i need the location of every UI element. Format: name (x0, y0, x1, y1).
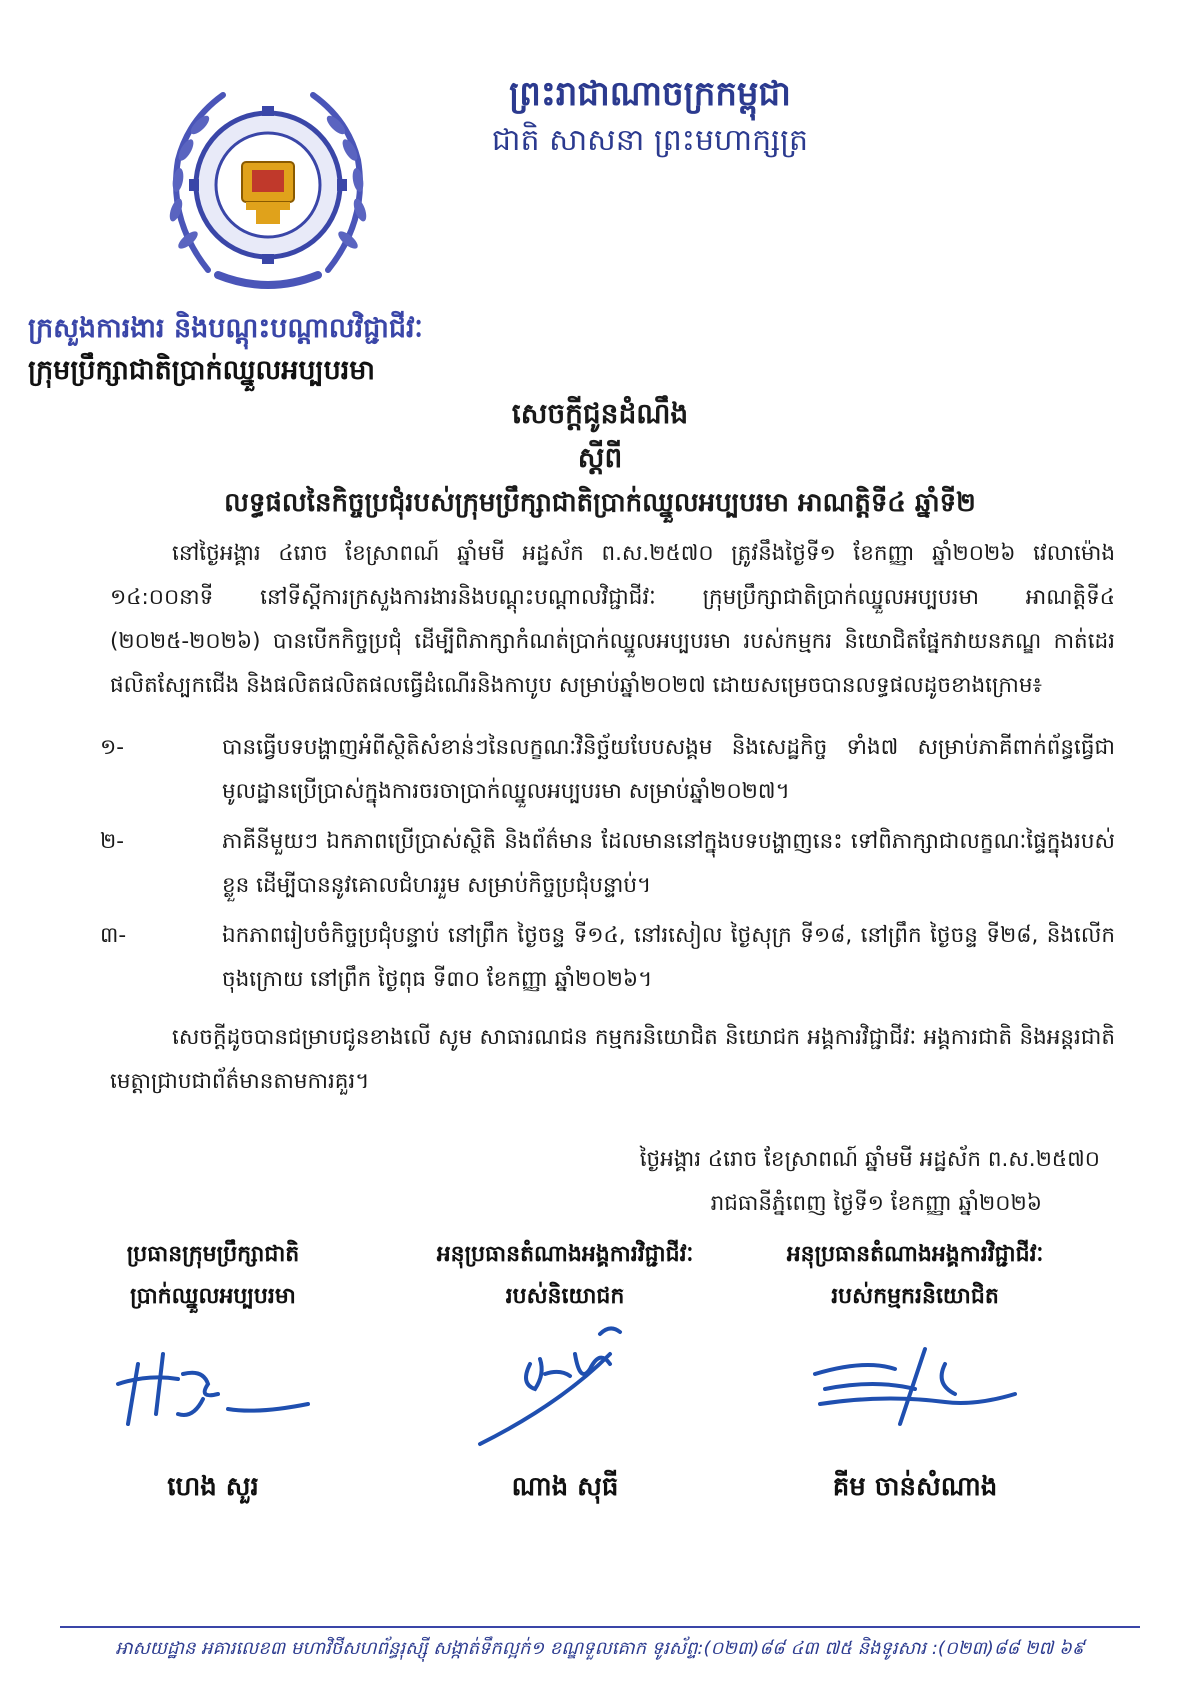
result-list (100, 726, 1115, 1002)
item-number: ១- (100, 735, 125, 760)
notice-subject: លទ្ធផលនៃកិច្ចប្រជុំរបស់ក្រុមប្រឹក្សាជាតិប្រាក់ឈ្នួលអប្បបរមា អាណត្តិទី៤ ឆ្នាំទី២ (224, 488, 976, 518)
signatory-role-line2: របស់កម្មករនិយោជិត (831, 1284, 999, 1309)
signatory-role: អនុប្រធានតំណាងអង្គការវិជ្ជាជីវៈ (436, 1242, 694, 1267)
signatory-role-line2: ប្រាក់ឈ្នួលអប្បបរមា (130, 1284, 296, 1309)
item-number: ២- (100, 829, 125, 854)
lunar-date: ថ្ងៃអង្គារ ៤រោច ខែស្រាពណ៍ ឆ្នាំមមី អដ្ឋស័ក ព.ស.២៥៧០ (639, 1147, 1100, 1172)
item-text: ឯកភាពរៀបចំកិច្ចប្រជុំបន្ទាប់ នៅព្រឹក ថ្ងៃចន្ទ ទី១៤, នៅរសៀល ថ្ងៃសុក្រ ទី១៨, នៅព្រឹក ថ្ងៃចន្ទ ទី២៨, និងលើកចុងក្រោយ នៅព្រឹក ថ្ងៃពុធ ទី៣០ ខែកញ្ញា ឆ្នាំ២០២៦។ (222, 923, 1115, 992)
issuer-block (28, 308, 588, 392)
ministry-name: ក្រសួងការងារ និងបណ្តុះបណ្តាលវិជ្ជាជីវៈ (28, 313, 423, 344)
list-item (100, 726, 1115, 814)
closing-paragraph: សេចក្តីដូចបានជម្រាបជូនខាងលើ សូម សាធារណជន កម្មករនិយោជិត និយោជក អង្គការវិជ្ជាជីវៈ អង្គការជាតិ និងអន្តរជាតិ មេត្តាជ្រាបជាព័ត៌មានតាមការគួរ។ (110, 1025, 1115, 1094)
kingdom-title: ព្រះរាជាណាចក្រកម្ពុជា (509, 74, 791, 114)
signatory-chairman (28, 1234, 398, 1502)
item-number: ៣- (100, 923, 127, 948)
item-text: ភាគីនីមួយៗ ឯកភាពប្រើប្រាស់ស្ថិតិ និងព័ត៌មាន ដែលមាននៅក្នុងបទបង្ហាញនេះ ទៅពិភាក្សាជាលក្ខណៈផ្ទៃក្នុងរបស់ខ្លួន ដើម្បីបាននូវគោលជំហររួម សម្រាប់កិច្ចប្រជុំបន្ទាប់។ (222, 829, 1115, 898)
notice-body (100, 532, 1115, 1104)
signatory-name: ហេង សួរ (167, 1472, 259, 1502)
kingdom-header (440, 70, 860, 164)
signature-icon (805, 1334, 1035, 1444)
list-item (100, 914, 1115, 1002)
list-item (100, 820, 1115, 908)
signature-icon (108, 1334, 328, 1444)
signatory-name: ណាង សុធី (511, 1472, 619, 1502)
date-block (540, 1138, 1100, 1226)
signatory-employer-rep (380, 1234, 750, 1502)
signatory-role: អនុប្រធានតំណាងអង្គការវិជ្ជាជីវៈ (786, 1242, 1044, 1267)
footer-address: អាសយដ្ឋាន អគារលេខ៣ មហាវិថីសហព័ន្ធរុស្ស៊ី សង្កាត់ទឹកល្អក់១ ខណ្ឌទួលគោក ទូរស័ព្ទ:(០២៣)៨៨ ៤៣ ៧៥ និងទូរសារ :(០២៣)៨៨ ២៧ ៦៩ (115, 1638, 1085, 1659)
notice-title: សេចក្តីជូនដំណឹង (511, 397, 689, 430)
signatory-role: ប្រធានក្រុមប្រឹក្សាជាតិ (126, 1242, 300, 1267)
footer-divider (60, 1626, 1140, 1628)
solar-date: រាជធានីភ្នំពេញ ថ្ងៃទី១ ខែកញ្ញា ឆ្នាំ២០២៦ (710, 1191, 1042, 1216)
signatory-role-line2: របស់និយោជក (505, 1284, 625, 1309)
council-name: ក្រុមប្រឹក្សាជាតិប្រាក់ឈ្នួលអប្បបរមា (28, 355, 375, 386)
document-titles (40, 392, 1160, 526)
ministry-logo (148, 70, 388, 310)
ministry-seal-icon (148, 70, 388, 310)
intro-paragraph: នៅថ្ងៃអង្គារ ៤រោច ខែស្រាពណ៍ ឆ្នាំមមី អដ្ឋស័ក ព.ស.២៥៧០ ត្រូវនឹងថ្ងៃទី១ ខែកញ្ញា ឆ្នាំ២០២៦ វេលាម៉ោង ១៤:០០នាទី នៅទីស្តីការក្រសួងការងារនិងបណ្តុះបណ្តាលវិជ្ជាជីវៈ ក្រុមប្រឹក្សាជាតិប្រាក់ឈ្នួលអប្បបរមា អាណត្តិទី៤ (២០២៥-២០២៦) បានបើកកិច្ចប្រជុំ ដើម្បីពិភាក្សាកំណត់ប្រាក់ឈ្នួលអប្បបរមា របស់កម្មករ និយោជិតផ្នែកវាយនភណ្ឌ កាត់ដេរ ផលិតស្បែកជើង និងផលិតផលិតផលធ្វើដំណើរនិងកាបូប សម្រាប់ឆ្នាំ២០២៧ ដោយសម្រេចបានលទ្ធផលដូចខាងក្រោម៖ (110, 541, 1115, 698)
signature-icon (460, 1314, 660, 1454)
signatory-name: គីម ចាន់សំណាង (832, 1472, 998, 1502)
about-label: ស្តីពី (577, 441, 623, 474)
national-motto: ជាតិ សាសនា ព្រះមហាក្សត្រ (491, 123, 809, 158)
signatory-worker-rep (730, 1234, 1100, 1502)
item-text: បានធ្វើបទបង្ហាញអំពីស្ថិតិសំខាន់ៗនៃលក្ខណៈវិនិច្ឆ័យបែបសង្គម និងសេដ្ឋកិច្ច ទាំង៧ សម្រាប់ភាគីពាក់ព័ន្ធធ្វើជាមូលដ្ឋានប្រើប្រាស់ក្នុងការចរចាប្រាក់ឈ្នួលអប្បបរមា សម្រាប់ឆ្នាំ២០២៧។ (222, 735, 1115, 804)
